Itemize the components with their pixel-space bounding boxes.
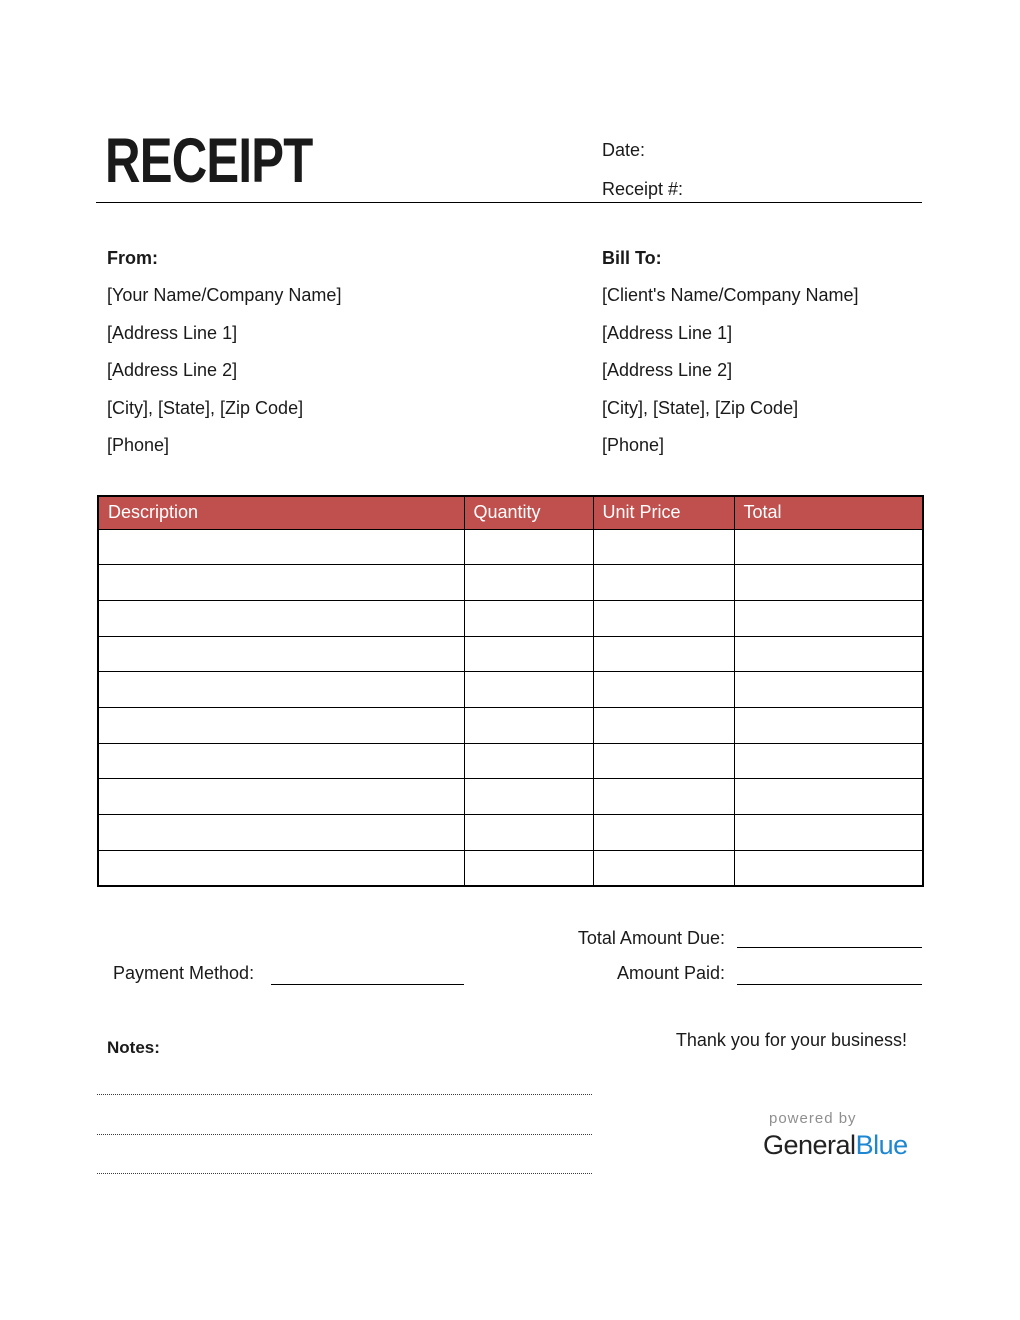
notes-line[interactable] <box>97 1134 592 1135</box>
item-cell-unit-price[interactable] <box>593 529 734 565</box>
item-cell-description[interactable] <box>98 600 464 636</box>
bill-to-address-line-1: [Address Line 1] <box>602 322 733 343</box>
item-cell-description[interactable] <box>98 815 464 851</box>
payment-method-field[interactable] <box>271 984 464 985</box>
powered-by-label: powered by <box>769 1110 857 1127</box>
item-cell-quantity[interactable] <box>464 600 593 636</box>
item-cell-total[interactable] <box>734 707 923 743</box>
item-cell-quantity[interactable] <box>464 743 593 779</box>
item-cell-quantity[interactable] <box>464 707 593 743</box>
item-cell-description[interactable] <box>98 529 464 565</box>
date-label: Date: <box>602 140 646 160</box>
header-total: Total <box>734 496 923 529</box>
item-row <box>98 600 923 636</box>
bill-to-section <box>602 240 1020 464</box>
from-address-line-2: [Address Line 2] <box>107 360 238 381</box>
item-cell-unit-price[interactable] <box>593 815 734 851</box>
item-cell-unit-price[interactable] <box>593 636 734 672</box>
item-cell-description[interactable] <box>98 672 464 708</box>
header-divider <box>96 202 922 203</box>
item-row <box>98 743 923 779</box>
item-cell-unit-price[interactable] <box>593 565 734 601</box>
from-heading: From: <box>107 248 158 268</box>
item-cell-quantity[interactable] <box>464 815 593 851</box>
item-cell-unit-price[interactable] <box>593 743 734 779</box>
notes-line[interactable] <box>97 1094 592 1095</box>
bill-to-city-state-zip: [City], [State], [Zip Code] <box>602 397 799 418</box>
item-cell-quantity[interactable] <box>464 672 593 708</box>
item-cell-description[interactable] <box>98 707 464 743</box>
bill-to-phone: [Phone] <box>602 435 665 456</box>
total-amount-due-label: Total Amount Due: <box>577 928 725 948</box>
item-cell-description[interactable] <box>98 743 464 779</box>
amount-paid-field[interactable] <box>737 984 922 985</box>
item-cell-total[interactable] <box>734 850 923 886</box>
total-amount-due-field[interactable] <box>737 947 922 948</box>
thank-you-message: Thank you for your business! <box>675 1030 907 1050</box>
item-row <box>98 779 923 815</box>
item-cell-description[interactable] <box>98 850 464 886</box>
notes-lines <box>97 1094 592 1213</box>
item-cell-total[interactable] <box>734 600 923 636</box>
item-cell-quantity[interactable] <box>464 529 593 565</box>
receipt-number-label: Receipt #: <box>602 179 684 199</box>
notes-line[interactable] <box>97 1173 592 1174</box>
item-cell-unit-price[interactable] <box>593 600 734 636</box>
item-cell-unit-price[interactable] <box>593 779 734 815</box>
notes-heading: Notes: <box>107 1038 160 1057</box>
item-cell-unit-price[interactable] <box>593 850 734 886</box>
header-quantity: Quantity <box>464 496 593 529</box>
items-table-body <box>98 529 923 886</box>
page-title: RECEIPT <box>105 126 313 196</box>
brand-name-general: General <box>763 1130 856 1160</box>
from-name-line: [Your Name/Company Name] <box>107 285 342 306</box>
from-city-state-zip: [City], [State], [Zip Code] <box>107 397 304 418</box>
from-address-line-1: [Address Line 1] <box>107 322 238 343</box>
from-phone: [Phone] <box>107 435 170 456</box>
item-row <box>98 850 923 886</box>
item-row <box>98 565 923 601</box>
brand-name <box>763 1130 923 1160</box>
item-cell-quantity[interactable] <box>464 636 593 672</box>
item-row <box>98 815 923 851</box>
item-cell-total[interactable] <box>734 636 923 672</box>
bill-to-heading: Bill To: <box>602 248 662 268</box>
item-cell-total[interactable] <box>734 565 923 601</box>
item-row <box>98 529 923 565</box>
item-cell-description[interactable] <box>98 779 464 815</box>
item-row <box>98 707 923 743</box>
bill-to-name-line: [Client's Name/Company Name] <box>602 285 859 306</box>
header-description: Description <box>98 496 464 529</box>
item-cell-description[interactable] <box>98 565 464 601</box>
brand-name-blue: Blue <box>855 1130 908 1160</box>
item-cell-quantity[interactable] <box>464 850 593 886</box>
item-cell-total[interactable] <box>734 815 923 851</box>
item-row <box>98 672 923 708</box>
item-cell-quantity[interactable] <box>464 565 593 601</box>
item-cell-description[interactable] <box>98 636 464 672</box>
header-unit-price: Unit Price <box>593 496 734 529</box>
item-cell-total[interactable] <box>734 529 923 565</box>
item-cell-total[interactable] <box>734 743 923 779</box>
amount-paid-label: Amount Paid: <box>616 963 725 983</box>
item-cell-total[interactable] <box>734 672 923 708</box>
item-cell-unit-price[interactable] <box>593 707 734 743</box>
items-table-header-row <box>98 496 923 529</box>
items-table <box>97 495 922 887</box>
brand-logo <box>763 1110 923 1160</box>
bill-to-address-line-2: [Address Line 2] <box>602 360 733 381</box>
item-cell-quantity[interactable] <box>464 779 593 815</box>
item-row <box>98 636 923 672</box>
item-cell-total[interactable] <box>734 779 923 815</box>
payment-method-label: Payment Method: <box>113 963 255 983</box>
item-cell-unit-price[interactable] <box>593 672 734 708</box>
from-section <box>107 240 527 464</box>
